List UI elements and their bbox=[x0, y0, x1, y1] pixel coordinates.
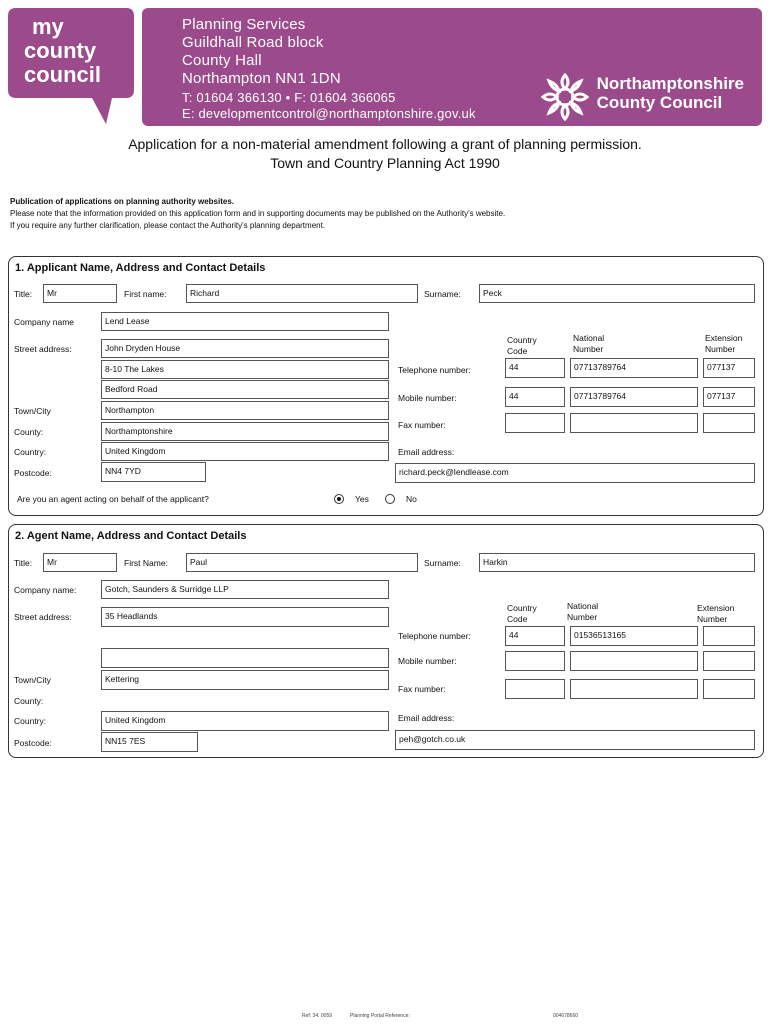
agent-national-header bbox=[567, 601, 598, 623]
agent-tel-national[interactable]: 01536513165 bbox=[570, 626, 698, 646]
agent-first-name-label: First Name: bbox=[124, 558, 168, 568]
header-text: Extension bbox=[705, 333, 743, 343]
applicant-surname-field[interactable]: Peck bbox=[479, 284, 755, 303]
applicant-town-field[interactable]: Northampton bbox=[101, 401, 389, 420]
org-name-line-2: County Council bbox=[596, 93, 723, 112]
phone-fax-line: T: 01604 366130 • F: 01604 366065 bbox=[182, 90, 396, 105]
agent-title-field[interactable]: Mr bbox=[43, 553, 117, 572]
applicant-section-heading: 1. Applicant Name, Address and Contact Details bbox=[15, 262, 266, 274]
address-line-1: Planning Services bbox=[182, 16, 306, 33]
applicant-street-1-field[interactable]: John Dryden House bbox=[101, 339, 389, 358]
agent-section-heading: 2. Agent Name, Address and Contact Details bbox=[15, 530, 247, 542]
logo-text-county: county bbox=[24, 38, 97, 63]
header-text: Number bbox=[567, 612, 598, 622]
header-text: Country bbox=[507, 603, 537, 613]
agent-extension-header bbox=[697, 603, 734, 625]
header-text: National bbox=[567, 601, 599, 611]
header-text: Number bbox=[705, 344, 736, 354]
agent-town-field[interactable]: Kettering bbox=[101, 670, 389, 690]
agent-no-radio[interactable] bbox=[385, 494, 395, 504]
applicant-mob-national[interactable]: 07713789764 bbox=[570, 387, 698, 407]
county-rose-icon bbox=[540, 72, 590, 122]
footer-portal-label: Planning Portal Reference: bbox=[350, 1013, 410, 1019]
agent-first-name-field[interactable]: Paul bbox=[186, 553, 418, 572]
agent-street-label: Street address: bbox=[14, 612, 72, 622]
applicant-country-label: Country: bbox=[14, 447, 47, 457]
agent-mob-extension[interactable] bbox=[703, 651, 755, 671]
form-subtitle: Town and Country Planning Act 1990 bbox=[270, 155, 500, 171]
applicant-email-field[interactable]: richard.peck@lendlease.com bbox=[395, 463, 755, 483]
agent-town-label: Town/City bbox=[14, 675, 51, 685]
agent-country-field[interactable]: United Kingdom bbox=[101, 711, 389, 731]
applicant-tel-country-code[interactable]: 44 bbox=[505, 358, 565, 378]
org-name-line-1: Northamptonshire bbox=[596, 74, 744, 93]
applicant-email-label: Email address: bbox=[398, 447, 455, 457]
agent-tel-country-code[interactable]: 44 bbox=[505, 626, 565, 646]
agent-surname-label: Surname: bbox=[424, 558, 461, 568]
applicant-mob-extension[interactable]: 077137 bbox=[703, 387, 755, 407]
agent-postcode-field[interactable]: NN15 7ES bbox=[101, 732, 198, 752]
form-title: Application for a non-material amendment following a grant of planning permission. bbox=[128, 136, 642, 152]
applicant-mob-country-code[interactable]: 44 bbox=[505, 387, 565, 407]
header-text: Code bbox=[507, 346, 528, 356]
agent-mobile-label: Mobile number: bbox=[398, 656, 457, 666]
agent-company-field[interactable]: Gotch, Saunders & Surridge LLP bbox=[101, 580, 389, 599]
applicant-telephone-label: Telephone number: bbox=[398, 365, 471, 375]
agent-fax-national[interactable] bbox=[570, 679, 698, 699]
applicant-tel-national[interactable]: 07713789764 bbox=[570, 358, 698, 378]
agent-postcode-label: Postcode: bbox=[14, 738, 52, 748]
applicant-postcode-label: Postcode: bbox=[14, 468, 52, 478]
header-text: Number bbox=[573, 344, 604, 354]
logo-text-my: my bbox=[32, 14, 64, 39]
applicant-fax-label: Fax number: bbox=[398, 420, 446, 430]
applicant-fax-national[interactable] bbox=[570, 413, 698, 433]
agent-country-label: Country: bbox=[14, 716, 47, 726]
agent-question-label: Are you an agent acting on behalf of the applicant? bbox=[17, 494, 209, 504]
agent-mob-national[interactable] bbox=[570, 651, 698, 671]
applicant-company-label: Company name bbox=[14, 317, 75, 327]
applicant-street-3-field[interactable]: Bedford Road bbox=[101, 380, 389, 399]
agent-telephone-label: Telephone number: bbox=[398, 631, 471, 641]
applicant-mobile-label: Mobile number: bbox=[398, 393, 457, 403]
applicant-town-label: Town/City bbox=[14, 406, 51, 416]
agent-email-field[interactable]: peh@gotch.co.uk bbox=[395, 730, 755, 750]
applicant-surname-label: Surname: bbox=[424, 289, 461, 299]
header-text: Code bbox=[507, 614, 528, 624]
applicant-county-field[interactable]: Northamptonshire bbox=[101, 422, 389, 441]
header-banner bbox=[142, 8, 762, 126]
applicant-street-label: Street address: bbox=[14, 344, 72, 354]
applicant-company-field[interactable]: Lend Lease bbox=[101, 312, 389, 331]
agent-yes-label: Yes bbox=[355, 494, 369, 504]
applicant-first-name-field[interactable]: Richard bbox=[186, 284, 418, 303]
agent-street-1-field[interactable]: 35 Headlands bbox=[101, 607, 389, 627]
agent-fax-extension[interactable] bbox=[703, 679, 755, 699]
applicant-title-label: Title: bbox=[14, 289, 33, 299]
publication-line-2: If you require any further clarification, please contact the Authority's planning department. bbox=[10, 221, 326, 230]
applicant-fax-country-code[interactable] bbox=[505, 413, 565, 433]
footer-ref: Ref: 34: 0059 bbox=[302, 1013, 333, 1019]
header-text: National bbox=[573, 333, 605, 343]
agent-no-label: No bbox=[406, 494, 417, 504]
agent-company-label: Company name: bbox=[14, 585, 77, 595]
applicant-title-field[interactable]: Mr bbox=[43, 284, 117, 303]
agent-surname-field[interactable]: Harkin bbox=[479, 553, 755, 572]
header-text: Number bbox=[697, 614, 728, 624]
applicant-county-label: County: bbox=[14, 427, 44, 437]
address-line-2: Guildhall Road block bbox=[182, 34, 324, 51]
applicant-country-field[interactable]: United Kingdom bbox=[101, 442, 389, 461]
northamptonshire-cc-name bbox=[597, 74, 744, 112]
applicant-country-code-header bbox=[507, 335, 537, 357]
applicant-fax-extension[interactable] bbox=[703, 413, 755, 433]
logo-text-council: council bbox=[24, 62, 102, 87]
agent-county-label: County: bbox=[14, 696, 44, 706]
publication-line-1: Please note that the information provided on this application form and in supporting documents may be published on the Authority's website. bbox=[10, 209, 506, 218]
header-text: Country bbox=[507, 335, 537, 345]
applicant-first-name-label: First name: bbox=[124, 289, 167, 299]
agent-country-code-header bbox=[507, 603, 537, 625]
agent-fax-label: Fax number: bbox=[398, 684, 446, 694]
agent-street-2-field[interactable] bbox=[101, 648, 389, 668]
agent-yes-radio[interactable] bbox=[334, 494, 344, 504]
agent-tel-extension[interactable] bbox=[703, 626, 755, 646]
applicant-national-header bbox=[573, 333, 604, 355]
agent-fax-country-code[interactable] bbox=[505, 679, 565, 699]
applicant-tel-extension[interactable]: 077137 bbox=[703, 358, 755, 378]
address-line-4: Northampton NN1 1DN bbox=[182, 70, 341, 87]
email-line: E: developmentcontrol@northamptonshire.gov.uk bbox=[182, 106, 476, 121]
my-county-council-logo bbox=[8, 8, 134, 126]
applicant-extension-header bbox=[705, 333, 742, 355]
applicant-street-2-field[interactable]: 8-10 The Lakes bbox=[101, 360, 389, 379]
agent-mob-country-code[interactable] bbox=[505, 651, 565, 671]
publication-heading: Publication of applications on planning authority websites. bbox=[10, 197, 235, 206]
agent-email-label: Email address: bbox=[398, 713, 455, 723]
agent-title-label: Title: bbox=[14, 558, 33, 568]
applicant-postcode-field[interactable]: NN4 7YD bbox=[101, 462, 206, 482]
footer-portal-ref: 004678660 bbox=[553, 1013, 579, 1019]
address-line-3: County Hall bbox=[182, 52, 262, 69]
header-text: Extension bbox=[697, 603, 735, 613]
